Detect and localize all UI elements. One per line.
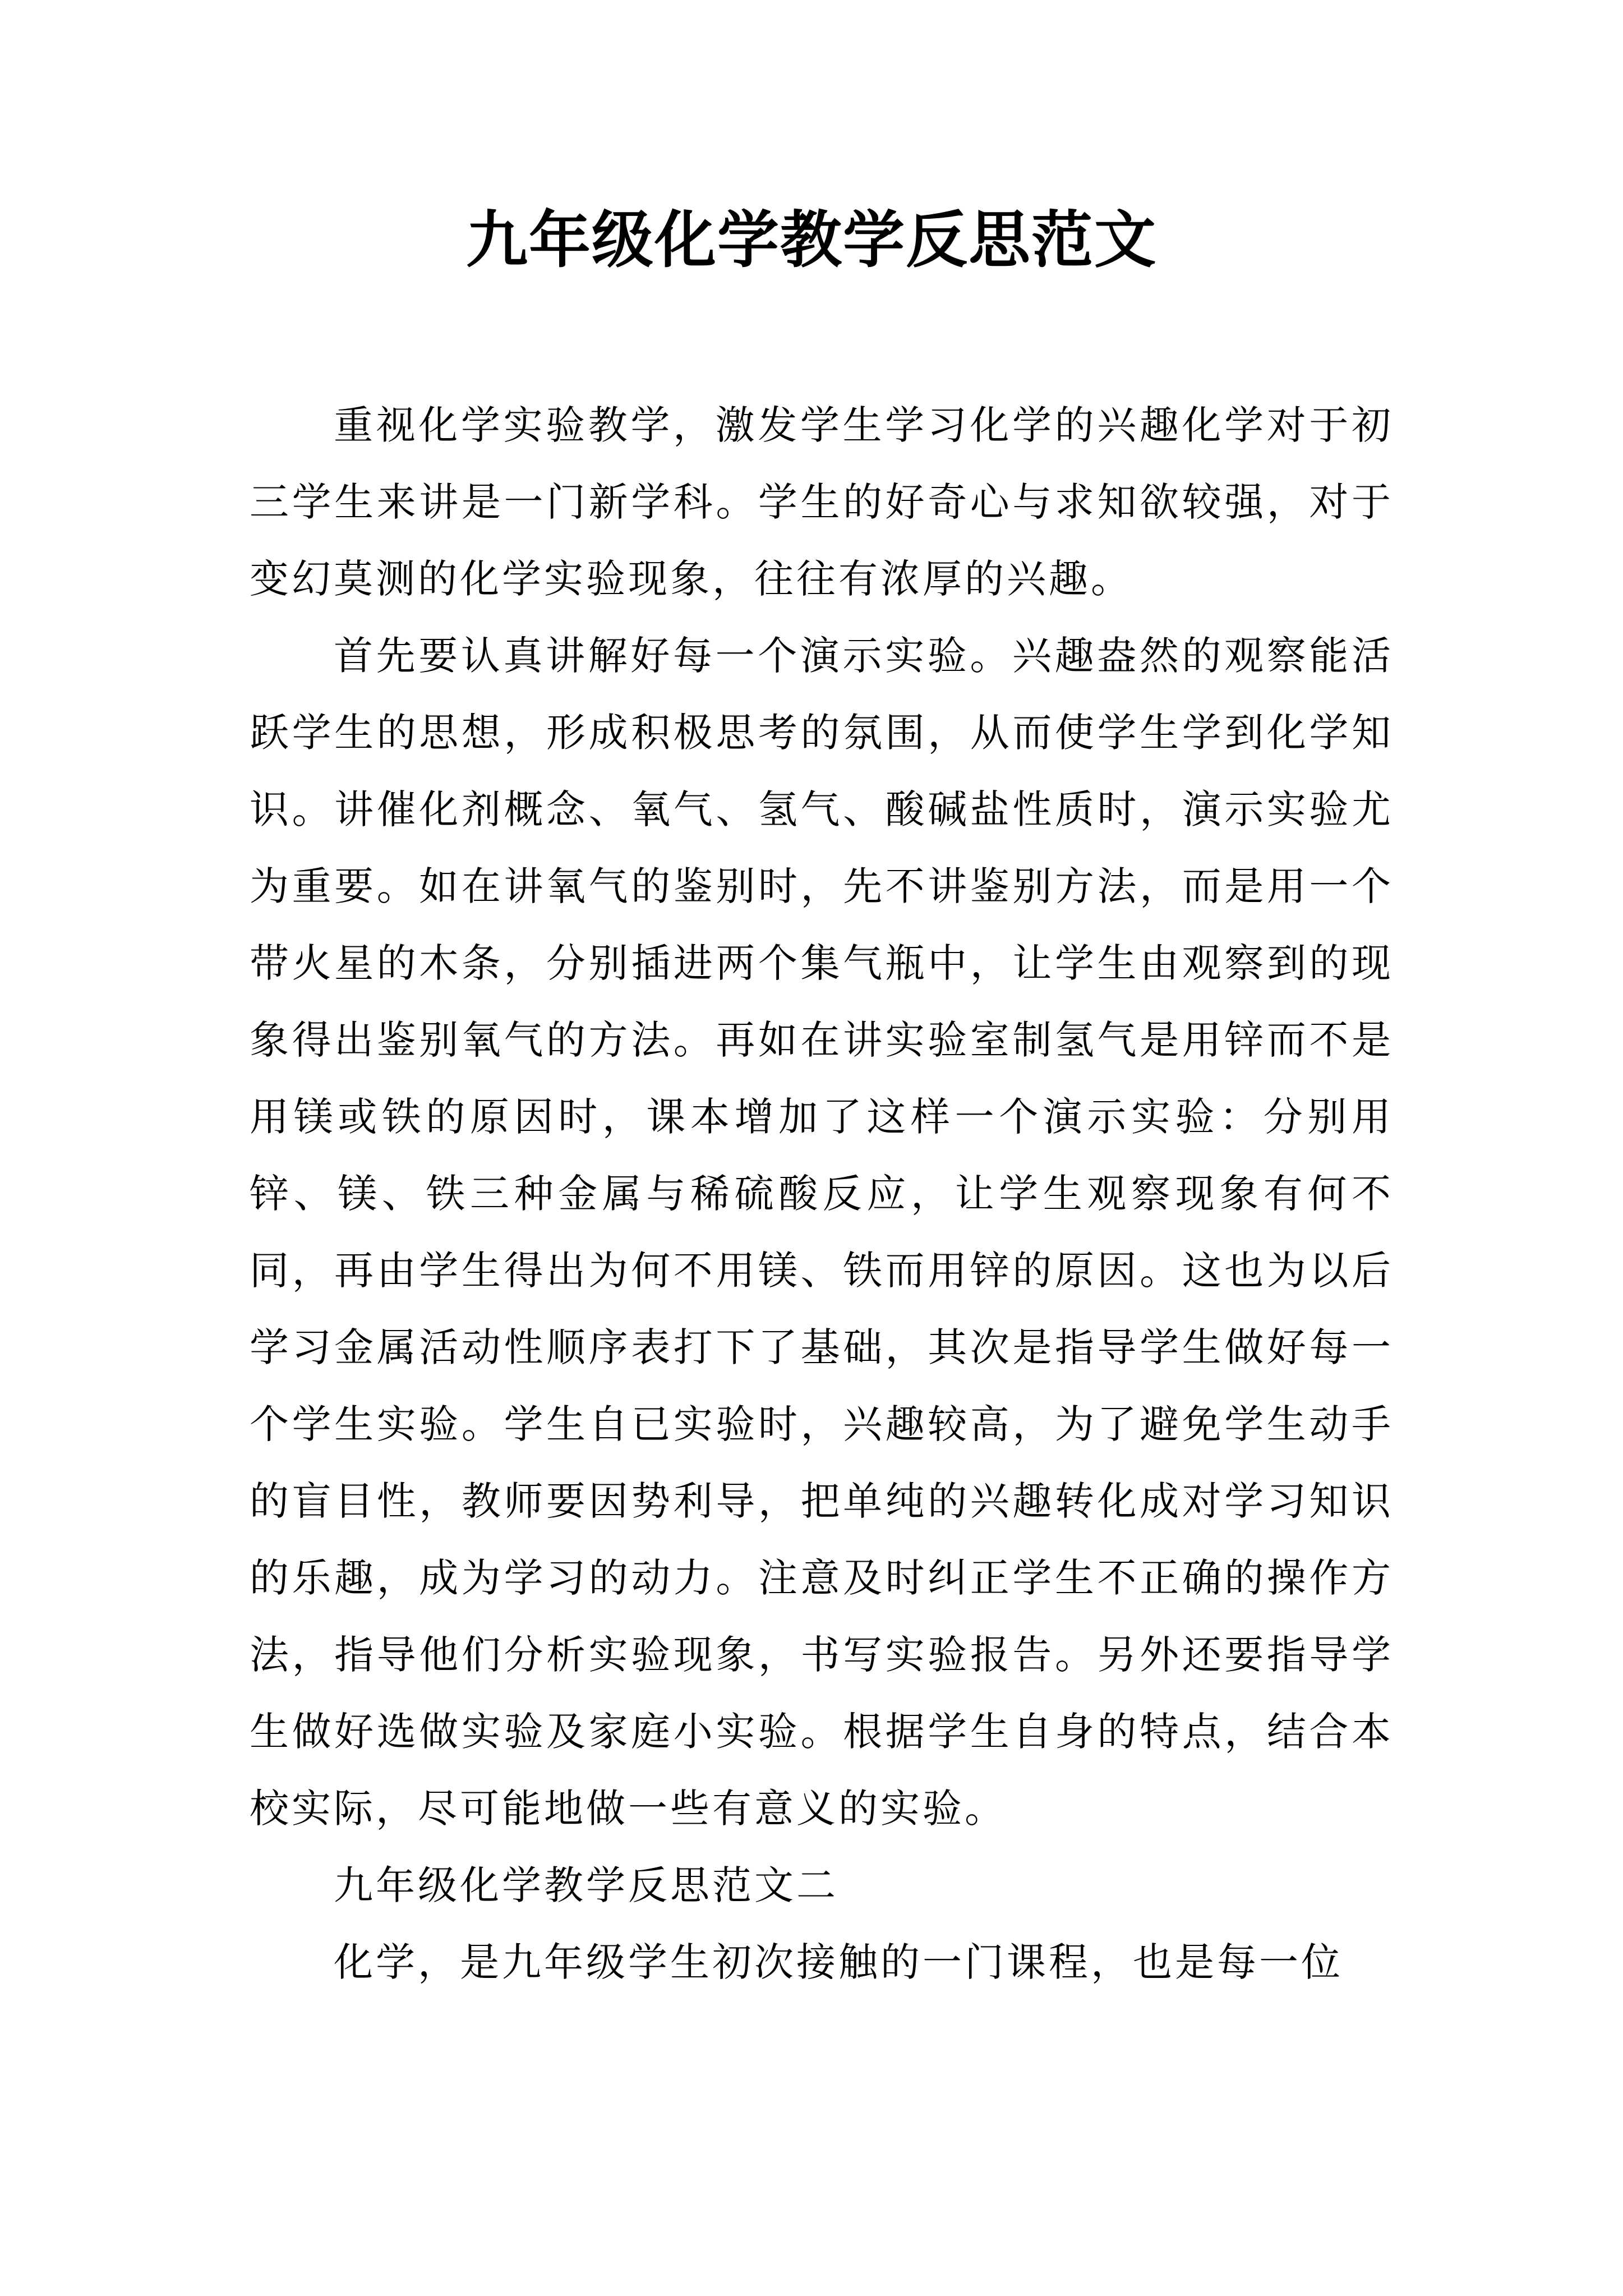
section-heading-two: 九年级化学教学反思范文二 (334, 1862, 838, 1908)
paragraph-intro: 重视化学实验教学，激发学生学习化学的兴趣化学对于初三学生来讲是一门新学科。学生的好奇心与求知欲较强，对于变幻莫测的化学实验现象，往往有浓厚的兴趣。 (250, 402, 1394, 602)
paragraph-section-two-start: 化学，是九年级学生初次接触的一门课程，也是每一位 (334, 1939, 1343, 1985)
document-title: 九年级化学教学反思范文 (466, 204, 1157, 276)
paragraph-demo-experiments: 首先要认真讲解好每一个演示实验。兴趣盎然的观察能活跃学生的思想，形成积极思考的氛围，从而使学生学到化学知识。讲催化剂概念、氧气、氢气、酸碱盐性质时，演示实验尤为重要。如在讲氧气的鉴别时，先不讲鉴别方法，而是用一个带火星的木条，分别插进两个集气瓶中，让学生由观察到的现象得出鉴别氧气的方法。再如在讲实验室制氢气是用锌而不是用镁或铁的原因时，课本增加了这样一个演示实验：分别用锌、镁、铁三种金属与稀硫酸反应，让学生观察现象有何不同，再由学生得出为何不用镁、铁而用锌的原因。这也为以后学习金属活动性顺序表打下了基础，其次是指导学生做好每一个学生实验。学生自已实验时，兴趣较高，为了避免学生动手的盲目性，教师要因势利导，把单纯的兴趣转化成对学习知识的乐趣，成为学习的动力。注意及时纠正学生不正确的操作方法，指导他们分析实验现象，书写实验报告。另外还要指导学生做好选做实验及家庭小实验。根据学生自身的特点，结合本校实际，尽可能地做一些有意义的实验。 (250, 633, 1394, 1832)
document-body (250, 387, 1394, 2001)
